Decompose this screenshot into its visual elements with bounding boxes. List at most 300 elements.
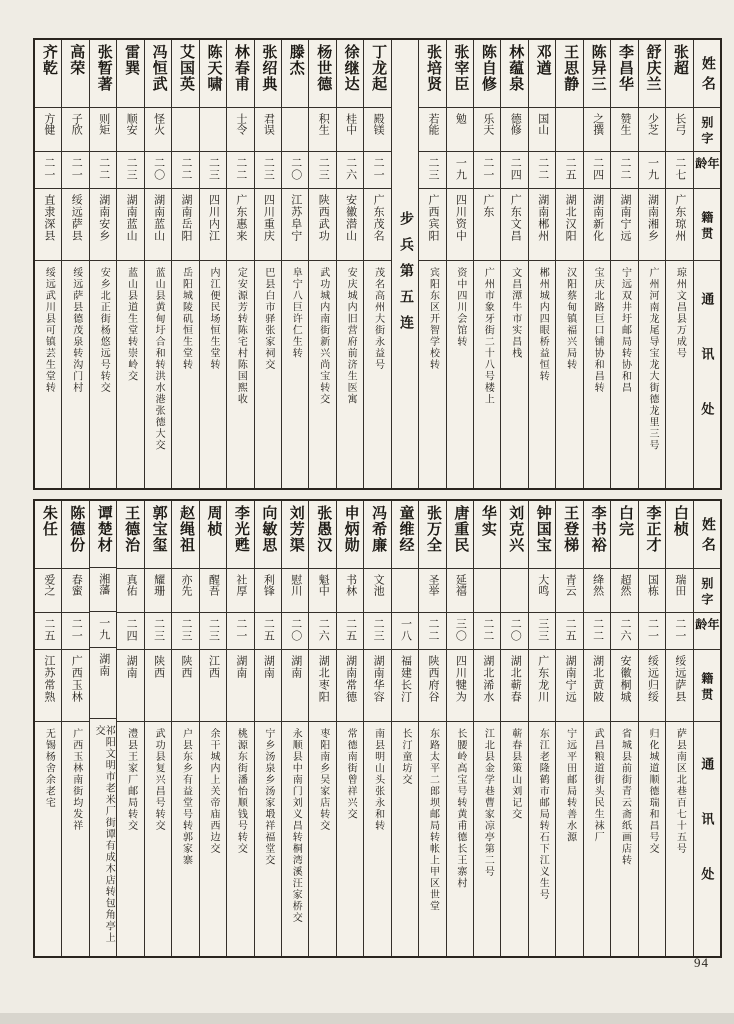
person-address-cell: [90, 261, 116, 488]
person-column: [529, 501, 556, 956]
row-header-zi-label: 别字: [699, 577, 714, 609]
person-age: 二三: [180, 618, 193, 642]
person-name-cell: [117, 40, 143, 108]
person-address-cell: [556, 261, 582, 488]
person-courtesy-name: 慰川: [289, 574, 302, 596]
person-address-cell: [90, 719, 116, 956]
person-native-place: 湖南华容: [372, 655, 385, 703]
person-native-place-cell: [145, 189, 171, 261]
person-native-place-cell: [172, 650, 198, 722]
person-name: 丁龙起: [370, 44, 387, 92]
person-native-place-cell: [282, 650, 308, 722]
person-name-cell: [584, 40, 610, 108]
person-name: 艾国英: [178, 44, 195, 92]
person-native-place: 湖南安乡: [97, 194, 110, 242]
person-age: 三三: [536, 618, 549, 642]
person-age-cell: [419, 152, 445, 189]
person-name-cell: [90, 501, 116, 568]
person-age: 二三: [207, 157, 220, 181]
person-native-place-cell: [666, 189, 692, 261]
person-address-cell: [282, 261, 308, 488]
person-address: 郴州城内四眼桥益恒转: [537, 267, 549, 382]
person-address-cell: [200, 261, 226, 488]
person-address-cell: [474, 722, 500, 956]
person-column: [666, 501, 693, 956]
company-section-label: 步兵第五连: [398, 211, 414, 341]
person-native-place: 湖南郴州: [536, 194, 549, 242]
person-column: [227, 40, 254, 488]
person-courtesy-name-cell: [529, 569, 555, 613]
person-age-cell: [584, 613, 610, 650]
person-age: 二四: [125, 618, 138, 642]
person-courtesy-name-cell: [337, 108, 363, 152]
person-column: [35, 40, 62, 488]
person-name-cell: [172, 501, 198, 569]
person-name-cell: [172, 40, 198, 108]
person-age-cell: [419, 613, 445, 650]
person-name-cell: [529, 40, 555, 108]
person-address-cell: [227, 722, 253, 956]
row-header-column: [694, 501, 720, 956]
person-age-cell: [666, 152, 692, 189]
person-native-place-cell: [392, 650, 418, 722]
person-age: 二五: [564, 618, 577, 642]
person-courtesy-name-cell: [392, 569, 418, 613]
person-column: [419, 40, 446, 488]
person-courtesy-name-cell: [639, 108, 665, 152]
person-courtesy-name: 瑞田: [673, 574, 686, 596]
person-name: 谭楚材: [95, 505, 112, 553]
person-courtesy-name: 怪火: [152, 113, 165, 135]
person-native-place-cell: [447, 650, 473, 722]
person-column: [501, 501, 528, 956]
row-header-age-cell: [694, 152, 720, 189]
person-courtesy-name-cell: [282, 569, 308, 613]
person-courtesy-name-cell: [117, 108, 143, 152]
person-address-cell: [35, 722, 61, 956]
person-native-place-cell: [419, 650, 445, 722]
person-address: 桃源东街潘怡顺钱号转交: [235, 728, 247, 855]
person-name-cell: [255, 40, 281, 108]
person-name: 白桢: [671, 505, 688, 537]
person-age-cell: [447, 152, 473, 189]
person-column: [364, 501, 391, 956]
person-address: 归化城道顺德瑞和昌号交: [646, 728, 658, 855]
person-native-place: 绥远归绥: [646, 655, 659, 703]
person-address-cell: [639, 722, 665, 956]
person-age: 二三: [426, 157, 439, 181]
person-age: 一九: [454, 157, 467, 181]
person-address-cell: [145, 722, 171, 956]
person-age-cell: [611, 152, 637, 189]
person-age-cell: [474, 613, 500, 650]
person-native-place-cell: [35, 189, 61, 261]
person-age: 二〇: [509, 618, 522, 642]
person-name: 李书裕: [589, 505, 606, 553]
person-name: 张绍典: [260, 44, 277, 92]
person-column: [282, 40, 309, 488]
person-column: [172, 501, 199, 956]
person-native-place: 湖北蕲春: [509, 655, 522, 703]
person-native-place: 广东琼州: [673, 194, 686, 242]
roster-table-top: [33, 38, 722, 490]
person-courtesy-name: 殿镁: [372, 113, 385, 135]
person-name: 徐继达: [342, 44, 359, 92]
person-name-cell: [501, 501, 527, 569]
row-header-native-label: 籍贯: [699, 672, 714, 704]
person-address-cell: [666, 722, 692, 956]
person-name: 向敏思: [260, 505, 277, 553]
person-age: 二二: [180, 157, 193, 181]
person-address: 澧县王家厂邮局转交: [125, 728, 137, 832]
person-native-place-cell: [529, 189, 555, 261]
person-address-cell: [117, 722, 143, 956]
person-address: 东江老隆鹤市邮局转石下江义生号: [537, 728, 549, 901]
person-name-cell: [35, 40, 61, 108]
person-native-place: 安徽潜山: [344, 194, 357, 242]
person-native-place-cell: [611, 189, 637, 261]
person-courtesy-name-cell: [337, 569, 363, 613]
person-address-cell: [529, 261, 555, 488]
person-courtesy-name: 魁中: [317, 574, 330, 596]
person-courtesy-name-cell: [90, 108, 116, 152]
row-header-zi-cell: [694, 569, 720, 613]
person-name: 张培贤: [424, 44, 441, 92]
person-name: 冯恒武: [150, 44, 167, 92]
person-age-cell: [529, 152, 555, 189]
person-age: 二〇: [152, 157, 165, 181]
person-age-cell: [90, 612, 116, 649]
person-address: 宁乡汤泉乡汤家塅祥福堂交: [262, 728, 274, 866]
person-courtesy-name: 圣举: [426, 574, 439, 596]
person-name: 冯希廉: [370, 505, 387, 553]
person-name-cell: [584, 501, 610, 569]
person-address-cell: [364, 261, 390, 488]
person-column: [145, 501, 172, 956]
person-native-place-cell: [529, 650, 555, 722]
person-courtesy-name: 则矩: [97, 113, 110, 135]
person-native-place-cell: [255, 650, 281, 722]
person-address: 广州市象牙街二十八号楼上: [482, 267, 494, 405]
person-age: 二六: [317, 618, 330, 642]
person-courtesy-name: 湘藩: [97, 573, 110, 596]
person-courtesy-name-cell: [447, 569, 473, 613]
person-name-cell: [282, 501, 308, 569]
person-address: 阜宁八巨许仁生转: [290, 267, 302, 359]
person-native-place-cell: [200, 650, 226, 722]
person-age: 二五: [42, 618, 55, 642]
person-courtesy-name-cell: [501, 108, 527, 152]
person-address: 宁远平田邮局转善水源: [564, 728, 576, 843]
person-name-cell: [529, 501, 555, 569]
person-courtesy-name: 绛然: [591, 574, 604, 596]
person-column: [337, 501, 364, 956]
person-native-place: 湖北浠水: [481, 655, 494, 703]
person-address: 巴县白市驿张家祠交: [262, 267, 274, 371]
person-column: [556, 501, 583, 956]
person-age: 二三: [372, 618, 385, 642]
person-name: 刘克兴: [507, 505, 524, 553]
person-column: [90, 40, 117, 488]
person-column: [227, 501, 254, 956]
person-name-cell: [556, 501, 582, 569]
person-native-place-cell: [200, 189, 226, 261]
person-name: 杨世德: [315, 44, 332, 92]
person-address-cell: [529, 722, 555, 956]
person-courtesy-name-cell: [309, 569, 335, 613]
person-courtesy-name: 桂中: [344, 113, 357, 135]
person-name-cell: [200, 501, 226, 569]
person-name: 陈天啸: [205, 44, 222, 92]
person-native-place: 湖南: [262, 655, 275, 679]
person-address-cell: [501, 722, 527, 956]
person-courtesy-name: 春蜜: [70, 574, 83, 596]
person-courtesy-name-cell: [255, 569, 281, 613]
person-courtesy-name-cell: [364, 108, 390, 152]
person-courtesy-name-cell: [364, 569, 390, 613]
person-age: 二三: [152, 618, 165, 642]
person-address: 琼州文昌县万成号: [674, 267, 686, 359]
person-column: [90, 501, 117, 956]
person-native-place-cell: [474, 650, 500, 722]
person-age-cell: [200, 613, 226, 650]
person-native-place-cell: [309, 650, 335, 722]
person-native-place: 湖南: [125, 655, 138, 679]
person-native-place: 江西: [207, 655, 220, 679]
person-address-cell: [62, 261, 88, 488]
person-age: 一八: [399, 618, 412, 642]
person-age-cell: [282, 152, 308, 189]
person-courtesy-name-cell: [556, 569, 582, 613]
person-name-cell: [639, 501, 665, 569]
person-native-place: 绥远萨县: [70, 194, 83, 242]
person-column: [556, 40, 583, 488]
person-name-cell: [474, 501, 500, 569]
person-address-cell: [584, 722, 610, 956]
person-courtesy-name: 爱之: [42, 574, 55, 596]
person-native-place: 广东: [481, 194, 494, 218]
person-courtesy-name-cell: [584, 569, 610, 613]
person-name-cell: [474, 40, 500, 108]
person-address: 萨县南区北巷百七十五号: [674, 728, 686, 855]
person-age-cell: [364, 613, 390, 650]
person-name: 张超: [671, 44, 688, 76]
person-courtesy-name-cell: [666, 108, 692, 152]
person-name-cell: [639, 40, 665, 108]
person-name: 张万全: [424, 505, 441, 553]
person-address-cell: [584, 261, 610, 488]
person-age-cell: [145, 613, 171, 650]
person-name-cell: [227, 40, 253, 108]
person-age: 二二: [619, 157, 632, 181]
row-header-zi-label: 别字: [699, 116, 714, 148]
person-native-place-cell: [282, 189, 308, 261]
person-native-place: 广东龙川: [536, 655, 549, 703]
person-age: 二一: [673, 618, 686, 642]
person-address: 资中四川会馆转: [454, 267, 466, 348]
person-native-place-cell: [90, 648, 116, 719]
person-name: 郭宝玺: [150, 505, 167, 553]
person-address: 永顺县中南门刘义昌转桐湾溪汪家桥交: [290, 728, 302, 924]
person-address: 南县明山头张永和转: [372, 728, 384, 832]
person-name: 李光甦: [232, 505, 249, 553]
person-age-cell: [255, 152, 281, 189]
person-name-cell: [255, 501, 281, 569]
person-column: [392, 501, 419, 956]
person-native-place-cell: [62, 650, 88, 722]
person-column: [447, 501, 474, 956]
person-native-place-cell: [172, 189, 198, 261]
person-address: 岳阳城陵矶恒生堂转: [180, 267, 192, 371]
person-name: 王登梯: [562, 505, 579, 553]
person-age: 二一: [646, 618, 659, 642]
person-age: 二二: [234, 157, 247, 181]
person-courtesy-name: 若能: [426, 113, 439, 135]
row-header-name-label: 姓名: [699, 516, 715, 557]
person-native-place: 陕西武功: [317, 194, 330, 242]
person-address: 武功县复兴昌号转交: [153, 728, 165, 832]
person-courtesy-name: 德修: [509, 113, 522, 135]
row-header-address-label: 通讯处: [699, 292, 715, 457]
person-courtesy-name: 青云: [564, 574, 577, 596]
person-native-place-cell: [337, 650, 363, 722]
person-native-place-cell: [227, 650, 253, 722]
person-courtesy-name-cell: [200, 569, 226, 613]
roster-table-bottom: [33, 499, 722, 958]
person-column: [172, 40, 199, 488]
person-courtesy-name-cell: [117, 569, 143, 613]
person-age: 二二: [536, 157, 549, 181]
person-courtesy-name: 大鸣: [536, 574, 549, 596]
person-name-cell: [666, 40, 692, 108]
person-name-cell: [309, 40, 335, 108]
person-name-cell: [309, 501, 335, 569]
person-age: 二一: [70, 618, 83, 642]
person-age-cell: [227, 613, 253, 650]
person-column: [309, 501, 336, 956]
person-courtesy-name-cell: [255, 108, 281, 152]
person-column: [255, 501, 282, 956]
person-age: 一九: [97, 616, 110, 641]
person-courtesy-name: 超然: [619, 574, 632, 596]
person-native-place-cell: [117, 189, 143, 261]
person-age-cell: [62, 613, 88, 650]
person-address-cell: [255, 261, 281, 488]
person-address: 长腰岭高宝号转黄甫德长王寨村: [454, 728, 466, 889]
person-address: 江北县金学巷曹家凉亭第二号: [482, 728, 494, 878]
person-name-cell: [117, 501, 143, 569]
person-courtesy-name: 子欣: [70, 113, 83, 135]
person-column: [584, 40, 611, 488]
person-name: 林春甫: [232, 44, 249, 92]
person-column: [364, 40, 391, 488]
person-name-cell: [62, 501, 88, 569]
person-address-cell: [611, 722, 637, 956]
person-address: 宁远双井圩邮局转协和昌: [619, 267, 631, 394]
person-native-place: 广东文昌: [509, 194, 522, 242]
person-name: 钟国宝: [534, 505, 551, 553]
person-native-place-cell: [255, 189, 281, 261]
person-name: 朱任: [40, 505, 57, 537]
person-name-cell: [419, 501, 445, 569]
person-column: [117, 40, 144, 488]
person-courtesy-name-cell: [419, 108, 445, 152]
person-address-cell: [337, 261, 363, 488]
person-column: [117, 501, 144, 956]
person-address-cell: [255, 722, 281, 956]
person-address: 文昌潭牛市实昌栈: [509, 267, 521, 359]
person-address: 宝庆北路巨口铺协和昌转: [592, 267, 604, 394]
person-column: [611, 501, 638, 956]
person-address-cell: [419, 261, 445, 488]
person-column: [62, 501, 89, 956]
person-address-cell: [611, 261, 637, 488]
person-age-cell: [90, 152, 116, 189]
person-column: [639, 40, 666, 488]
person-name-cell: [364, 40, 390, 108]
person-courtesy-name: 国栋: [646, 574, 659, 596]
person-name: 陈德份: [68, 505, 85, 553]
person-column: [639, 501, 666, 956]
person-address-cell: [392, 722, 418, 956]
person-address: 安庆城内旧营府前济生医寓: [345, 267, 357, 405]
row-header-name-cell: [694, 501, 720, 569]
person-address: 宾阳东区开智学校转: [427, 267, 439, 371]
person-courtesy-name: 延禧: [454, 574, 467, 596]
person-native-place-cell: [62, 189, 88, 261]
person-name: 华实: [479, 505, 496, 537]
person-native-place: 湖南湘乡: [646, 194, 659, 242]
person-age: 二五: [344, 618, 357, 642]
row-header-native-cell: [694, 189, 720, 261]
person-name-cell: [145, 40, 171, 108]
row-header-age-cell: [694, 613, 720, 650]
person-address-cell: [35, 261, 61, 488]
person-courtesy-name-cell: [556, 108, 582, 152]
person-name: 周桢: [205, 505, 222, 537]
person-native-place-cell: [35, 650, 61, 722]
person-name-cell: [666, 501, 692, 569]
person-age: 二二: [97, 157, 110, 181]
person-age-cell: [117, 152, 143, 189]
person-address: 绥远萨县德茂泉转沟门村: [70, 267, 82, 394]
row-header-age-label: 年龄: [693, 157, 720, 173]
person-age-cell: [639, 152, 665, 189]
person-age: 二五: [262, 618, 275, 642]
person-native-place-cell: [666, 650, 692, 722]
person-name: 雷巽: [123, 44, 140, 76]
person-address-cell: [309, 261, 335, 488]
person-native-place: 湖南宁远: [619, 194, 632, 242]
person-native-place: 四川内江: [207, 194, 220, 242]
person-courtesy-name-cell: [639, 569, 665, 613]
company-section-label-column: [392, 40, 419, 488]
person-courtesy-name-cell: [35, 108, 61, 152]
person-native-place: 湖南岳阳: [180, 194, 193, 242]
person-column: [200, 40, 227, 488]
person-address: 安乡北正街杨悠远号转交: [98, 267, 110, 394]
person-name: 李正才: [644, 505, 661, 553]
person-column: [309, 40, 336, 488]
person-native-place-cell: [337, 189, 363, 261]
person-column: [447, 40, 474, 488]
person-courtesy-name: 醒吾: [207, 574, 220, 596]
person-native-place: 广西玉林: [70, 655, 83, 703]
person-name-cell: [501, 40, 527, 108]
person-native-place: 四川犍为: [454, 655, 467, 703]
person-address: 定安源芳转陈宅村陈国熙收: [235, 267, 247, 405]
person-name: 舒庆兰: [644, 44, 661, 92]
